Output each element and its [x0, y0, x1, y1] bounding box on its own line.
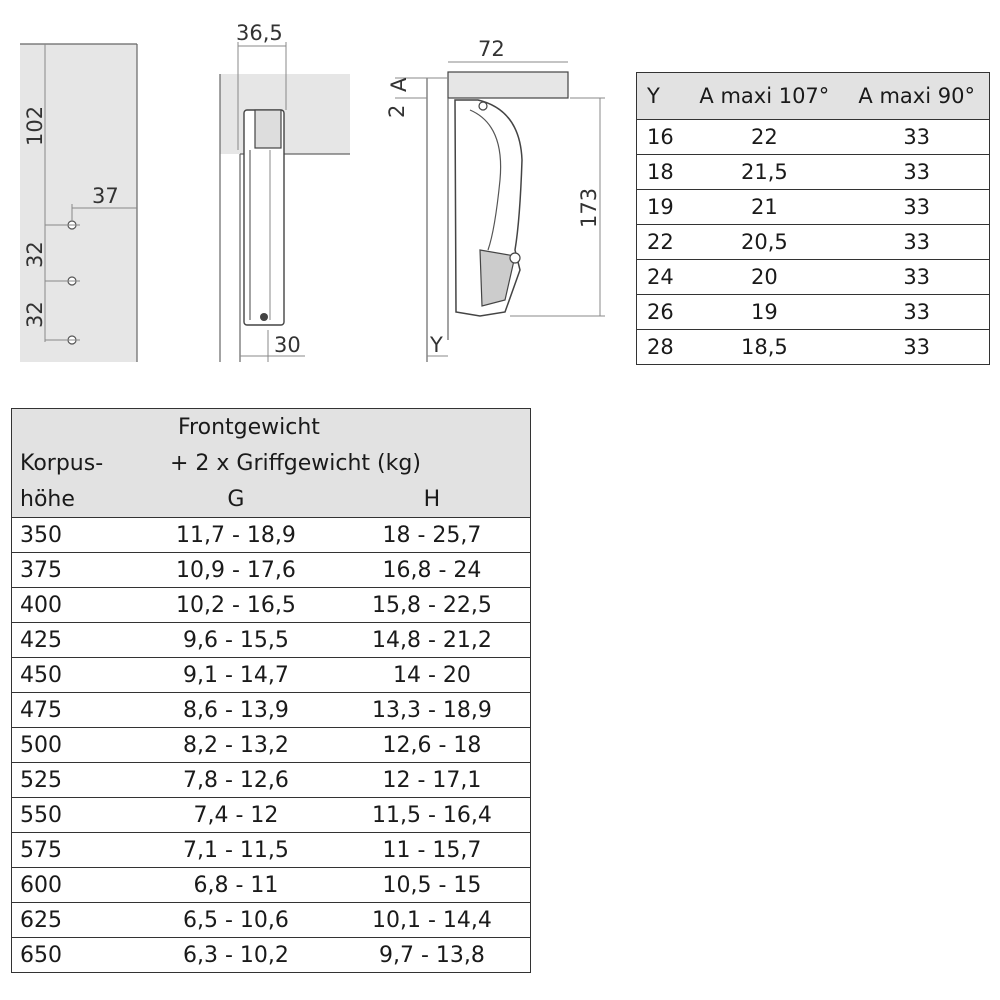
table-row — [12, 588, 531, 623]
cell: 24 — [637, 260, 685, 295]
cell: 33 — [844, 260, 989, 295]
cell: 18 — [637, 155, 685, 190]
cell: 22 — [684, 120, 844, 155]
cell: 16,8 - 24 — [334, 553, 531, 588]
cell: 475 — [12, 693, 139, 728]
table-row — [637, 330, 990, 365]
dim-72: 72 — [478, 37, 505, 61]
table-row — [637, 225, 990, 260]
cell: 6,5 - 10,6 — [138, 903, 334, 938]
drawing-side-view — [385, 37, 605, 362]
table-row — [12, 938, 531, 973]
cell: 20 — [684, 260, 844, 295]
cell: 7,4 - 12 — [138, 798, 334, 833]
cell: 9,6 - 15,5 — [138, 623, 334, 658]
cell: 10,9 - 17,6 — [138, 553, 334, 588]
cell: 12 - 17,1 — [334, 763, 531, 798]
cell: 425 — [12, 623, 139, 658]
cell: 10,2 - 16,5 — [138, 588, 334, 623]
cell: 400 — [12, 588, 139, 623]
cell: 33 — [844, 295, 989, 330]
header-a-107: A maxi 107° — [684, 73, 844, 120]
table-row — [12, 833, 531, 868]
cell: 33 — [844, 155, 989, 190]
header-g: G — [227, 486, 245, 512]
cell: 10,1 - 14,4 — [334, 903, 531, 938]
header-griffgewicht: + 2 x Griffgewicht (kg) — [170, 450, 421, 476]
cell: 19 — [684, 295, 844, 330]
cell: 11,5 - 16,4 — [334, 798, 531, 833]
cell: 21 — [684, 190, 844, 225]
table-row — [637, 120, 990, 155]
cell: 33 — [844, 225, 989, 260]
header-korpus: Korpus- — [20, 450, 104, 476]
cell: 550 — [12, 798, 139, 833]
cell: 10,5 - 15 — [334, 868, 531, 903]
table-row — [12, 728, 531, 763]
table-header-row — [12, 445, 531, 481]
drawing-panel-holes — [20, 44, 137, 362]
table-header-row — [12, 481, 531, 518]
cell: 650 — [12, 938, 139, 973]
table-row — [12, 658, 531, 693]
table-row — [637, 155, 990, 190]
cell: 350 — [12, 518, 139, 553]
cell: 375 — [12, 553, 139, 588]
cell: 575 — [12, 833, 139, 868]
dim-Y: Y — [430, 333, 443, 357]
cell: 14,8 - 21,2 — [334, 623, 531, 658]
cell: 26 — [637, 295, 685, 330]
cell: 500 — [12, 728, 139, 763]
cell: 28 — [637, 330, 685, 365]
table-row — [12, 518, 531, 553]
table-row — [12, 903, 531, 938]
dim-32-upper: 32 — [23, 241, 47, 268]
header-empty — [12, 409, 139, 446]
dim-32-lower: 32 — [23, 301, 47, 328]
header-frontgewicht: Frontgewicht — [178, 414, 320, 440]
table-row — [12, 868, 531, 903]
header-y: Y — [637, 73, 685, 120]
cell: 450 — [12, 658, 139, 693]
weight-table — [11, 408, 531, 973]
table-row — [12, 763, 531, 798]
cell: 11 - 15,7 — [334, 833, 531, 868]
cell: 7,8 - 12,6 — [138, 763, 334, 798]
drawing-front-view — [220, 21, 350, 362]
header-hoehe: höhe — [20, 486, 75, 512]
cell: 19 — [637, 190, 685, 225]
cell: 20,5 — [684, 225, 844, 260]
cell: 21,5 — [684, 155, 844, 190]
cell: 6,3 - 10,2 — [138, 938, 334, 973]
cell: 33 — [844, 120, 989, 155]
cell: 18,5 — [684, 330, 844, 365]
dim-2: 2 — [385, 104, 409, 118]
cell: 15,8 - 22,5 — [334, 588, 531, 623]
table-row — [12, 693, 531, 728]
cell: 33 — [844, 190, 989, 225]
dim-36-5: 36,5 — [236, 21, 283, 45]
cell: 525 — [12, 763, 139, 798]
table-row — [12, 623, 531, 658]
table-row — [12, 798, 531, 833]
header-h: H — [423, 486, 441, 512]
cell: 12,6 - 18 — [334, 728, 531, 763]
cell: 18 - 25,7 — [334, 518, 531, 553]
dim-37: 37 — [92, 184, 119, 208]
cell: 33 — [844, 330, 989, 365]
cell: 7,1 - 11,5 — [138, 833, 334, 868]
dim-30: 30 — [274, 333, 301, 357]
table-header-row — [12, 409, 531, 446]
cell: 6,8 - 11 — [138, 868, 334, 903]
cell: 8,6 - 13,9 — [138, 693, 334, 728]
y-a-table — [636, 72, 990, 365]
dim-102: 102 — [23, 105, 47, 146]
cell: 9,1 - 14,7 — [138, 658, 334, 693]
table-row — [12, 553, 531, 588]
table-row — [637, 260, 990, 295]
cell: 600 — [12, 868, 139, 903]
table-row — [637, 295, 990, 330]
cell: 625 — [12, 903, 139, 938]
dim-A: A — [387, 77, 411, 92]
cell: 8,2 - 13,2 — [138, 728, 334, 763]
table-header-row — [637, 73, 990, 120]
cell: 11,7 - 18,9 — [138, 518, 334, 553]
cell: 9,7 - 13,8 — [334, 938, 531, 973]
dim-173: 173 — [577, 187, 601, 228]
cell: 16 — [637, 120, 685, 155]
cell: 13,3 - 18,9 — [334, 693, 531, 728]
cell: 22 — [637, 225, 685, 260]
table-row — [637, 190, 990, 225]
header-a-90: A maxi 90° — [844, 73, 989, 120]
cell: 14 - 20 — [334, 658, 531, 693]
